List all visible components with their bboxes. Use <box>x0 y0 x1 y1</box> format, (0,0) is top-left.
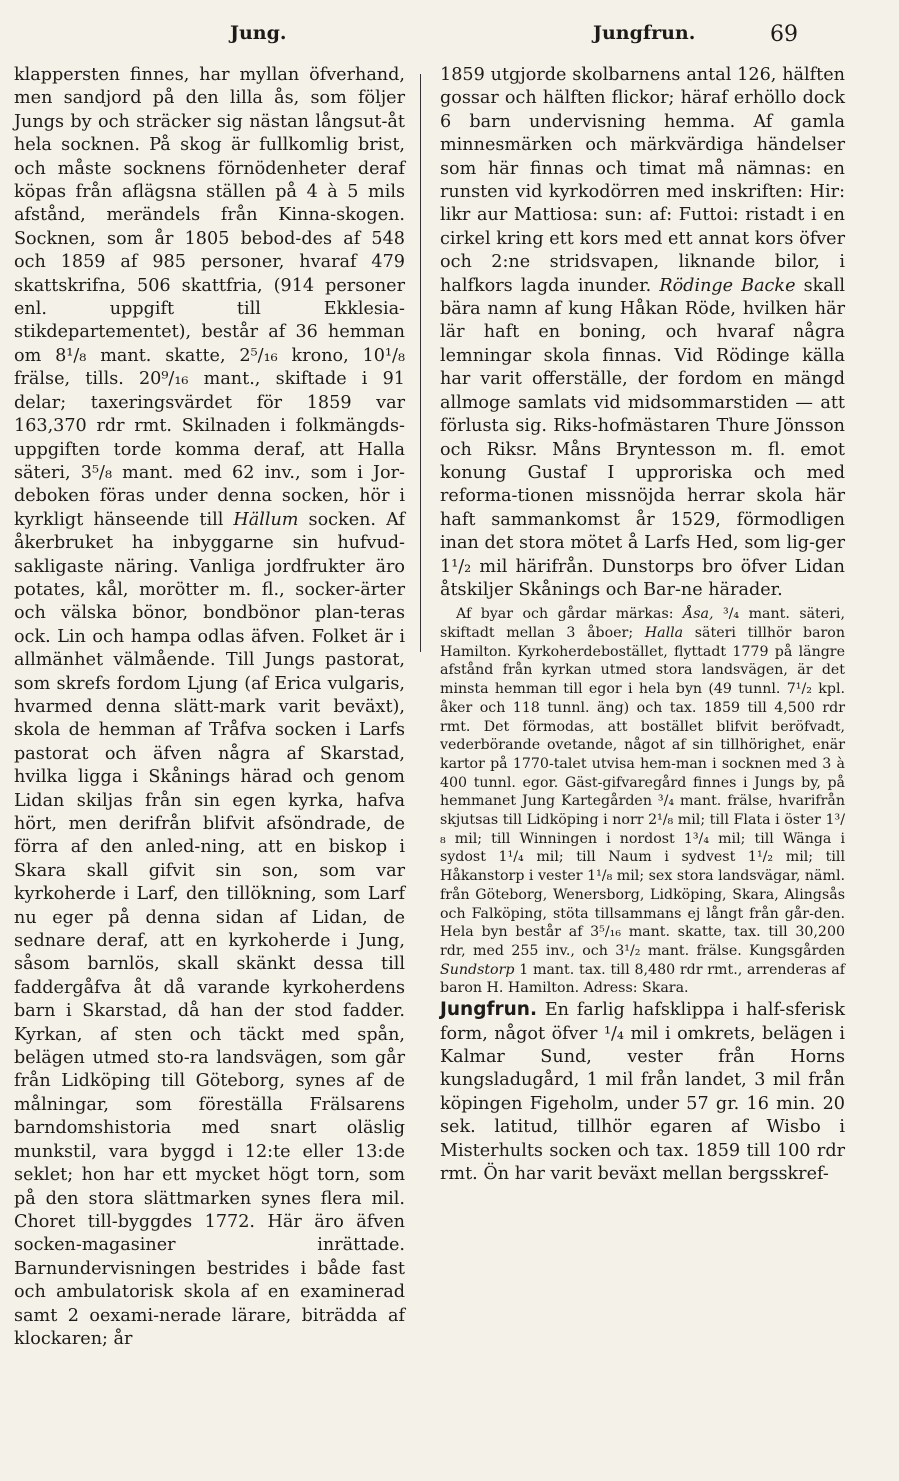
entry-heading: Jungfrun. <box>440 999 538 1021</box>
footnote-paragraph <box>440 605 845 998</box>
place-name-halla: Halla <box>644 625 684 642</box>
text-run: 1859 utgjorde skolbarnens antal 126, hälften gossar och hälften flickor; häraf erhöllo dock 6 barn undervisning hemma. Af gamla minnesmärken och märkvärdiga händelser som här finnas och timat må nämnas: en runsten vid kyrkodörren med inskriften: Hir: likr aur Mattiosa: sun: af: Futtoi: ristadt i en cirkel kring ett kors med ett annat kors öfver och 2:ne stridsvapen, liknande bilor, i halfkors lagda inunder. <box>440 65 845 296</box>
page-number: 69 <box>770 22 798 47</box>
text-run: Af byar och gårdar märkas: <box>456 606 683 623</box>
text-run: socken. Af åkerbruket ha inbyggarne sin hufvud-sakligaste näring. Vanliga jordfrukter äro potates, kål, morötter m. fl., socker-ärter och välska bönor, bondbönor plan-teras ock. Lin och hampa odlas äfven. Folket är i allmänhet välmående. Till Jungs pastorat, som skrefs fordom Ljung (af Erica vulgaris, hvarmed denna slätt-mark varit beväxt), skola de hemman af Tråfva socken i Larfs pastorat och äfven några af Skarstad, hvilka ligga i Skånings härad och genom Lidan skiljas från sin egen kyrka, hafva hört, men derifrån blifvit afsöndrade, de förra af den anled-ning, att en biskop i Skara skall gifvit sin son, som var kyrkoherde i Larf, den tillökning, som Larf nu eger på denna sidan af Lidan, de sednare deraf, att en kyrkoherde i Jung, såsom barnlös, skall skänkt dessa till faddergåfva åt då varande kyrkoherdens barn i Skarstad, då han der stod fadder. Kyrkan, af sten och täckt med spån, belägen utmed sto-ra landsvägen, som går från Lidköping till Göteborg, synes af de målningar, som föreställa Frälsarens barndomshistoria med snart oläslig munkstil, vara byggd i 12:te eller 13:de seklet; hon har ett mycket högt torn, som på den stora slättmarken synes flera mil. Choret till-byggdes 1772. Här äro äfven socken-magasiner inrättade. Barnundervisningen bestrides i både fast och ambulatorisk skola af en examinerad samt 2 oexami-nerade lärare, biträdda af klockaren; år <box>14 509 405 1349</box>
text-run: klappersten finnes, har myllan öfverhand, men sandjord på den lilla ås, som följer Jungs by och sträcker sig nästan långsut-åt hela socknen. På skog är fullkomlig brist, och måste socknens förnödenheter deraf köpas från aflägsna ställen på 4 à 5 mils afstånd, merändels från Kinna-skogen. Socknen, som år 1805 bebod-des af 548 och 1859 af 985 personer, hvaraf 479 skattskrifna, 506 skattfria, (914 personer enl. uppgift till Ekklesia-stikdepartementet), består af 36 hemman om 8¹/₈ mant. skatte, 2⁵/₁₆ krono, 10¹/₈ frälse, tills. 20⁹/₁₆ mant., skiftade i 91 delar; taxeringsvärdet för 1859 var 163,370 rdr rmt. Skilnaden i folkmängds-uppgiften torde komma deraf, att Halla säteri, 3⁵/₈ mant. med 62 inv., som i Jor-deboken föras under denna socken, hör i kyrkligt hänseende till <box>14 65 405 530</box>
text-run: En farlig hafsklippa i half-sferisk form, något öfver ¹/₄ mil i omkrets, belägen i Kalmar Sund, vester från Horns kungsladugård, 1 mil från landet, 3 mil från köpingen Figeholm, under 57 gr. 16 min. 20 sek. latitud, tillhör egaren af Wisbo i Misterhults socken och tax. 1859 till 100 rdr rmt. Ön har varit beväxt mellan bergsskref- <box>440 1000 845 1184</box>
place-name-rodinge-backe: Rödinge Backe <box>659 275 796 296</box>
place-name-hallum: Hällum <box>233 509 299 530</box>
text-run: 1 mant. tax. till 8,480 rdr rmt., arrenderas af baron H. Hamilton. Adress: Skara. <box>440 961 845 997</box>
text-run: säteri tillhör baron Hamilton. Kyrkoherdebostället, flyttadt 1779 på längre afstånd från kyrkan utmed stora landsvägen, är det minsta hemman till egor i hela byn (49 tunnl. 7¹/₂ kpl. åker och 118 tunnl. äng) och tax. 1859 till 4,500 rdr rmt. Det förmodas, att bostället blifvit beröfvadt, vederbörande ovetande, något af sin tillhörighet, enär kartor på 1770-talet utvisa hem-man i socknen med 3 à 400 tunnl. egor. Gäst-gifvaregård finnes i Jungs by, på hemmanet Jung Kartegården ³/₄ mant. frälse, hvarifrån skjutsas till Lidköping i norr 2¹/₈ mil; till Flata i öster 1³/₈ mil; till Winningen i nordost 1³/₄ mil; till Wänga i sydost 1¹/₄ mil; till Naum i sydvest 1¹/₂ mil; till Håkanstorp i vester 1¹/₈ mil; sex stora landsvägar, näml. från Göteborg, Wenersborg, Lidköping, Skara, Alingsås och Falköping, stöta tillsammans ej långt från går-den. Hela byn består af 3⁵/₁₆ mant. skatte, tax. till 30,200 rdr, med 255 inv., och 3¹/₂ mant. frälse. Kungsgården <box>440 625 845 959</box>
text-run: ³/₄ mant. säteri, skiftadt mellan 3 åboer; <box>440 606 845 642</box>
left-column <box>14 64 405 1351</box>
column-divider <box>420 74 421 652</box>
place-name-asa: Åsa, <box>683 606 714 623</box>
right-paragraph <box>440 64 845 602</box>
running-head-right: Jungfrun. <box>593 22 696 44</box>
running-head-left: Jung. <box>230 22 287 44</box>
entry-jungfrun <box>440 998 845 1186</box>
right-column <box>440 64 845 1186</box>
left-paragraph <box>14 64 405 1351</box>
text-run: skall bära namn af kung Håkan Röde, hvilken här lär haft en boning, och hvaraf några lemningar skola finnas. Vid Rödinge källa har varit offerställe, der fordom en mängd allmoge samlats vid midsommarstiden — att förlusta sig. Riks-hofmästaren Thure Jönsson och Riksr. Måns Bryntesson m. fl. emot konung Gustaf I upproriska och med reforma-tionen missnöjda herrar skola här haft sammankomst år 1529, förmodligen inan det stora mötet å Larfs Hed, som lig-ger 1¹/₂ mil härifrån. Dunstorps bro öfver Lidan åtskiljer Skånings och Bar-ne härader. <box>440 275 845 600</box>
place-name-sundstorp: Sundstorp <box>440 961 515 978</box>
